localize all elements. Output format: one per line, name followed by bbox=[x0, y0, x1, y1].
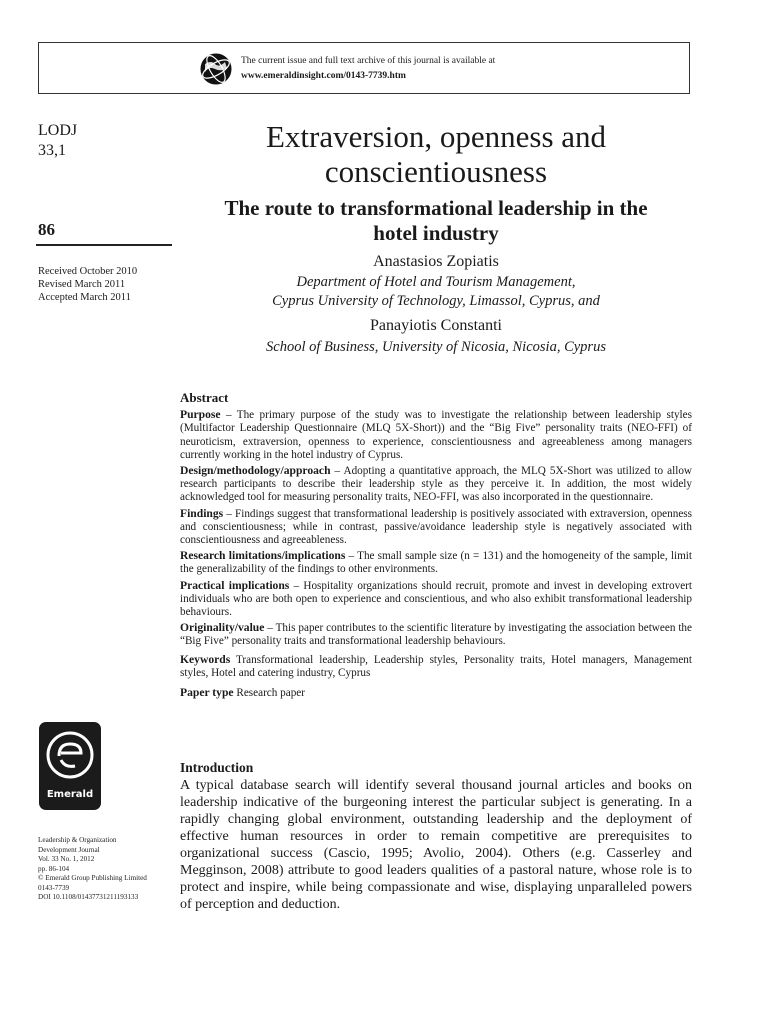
emerald-wordmark: Emerald bbox=[46, 789, 94, 800]
accepted-date: Accepted March 2011 bbox=[38, 292, 131, 303]
abstract-item-label: Purpose bbox=[180, 408, 221, 422]
journal-info-line: Leadership & Organization bbox=[38, 836, 117, 844]
article-title-line: conscientiousness bbox=[324, 154, 548, 189]
article-title-line: Extraversion, openness and bbox=[265, 119, 607, 154]
globe-icon bbox=[199, 52, 233, 86]
affiliation-line: Cyprus University of Technology, Limassol, Cyprus, and bbox=[272, 293, 600, 309]
journal-info-line: Vol. 33 No. 1, 2012 bbox=[38, 855, 95, 863]
journal-info-line: DOI 10.1108/01437731211193133 bbox=[38, 893, 139, 901]
journal-info-line: © Emerald Group Publishing Limited bbox=[38, 874, 147, 882]
affiliation-line: School of Business, University of Nicosia, Nicosia, Cyprus bbox=[266, 339, 606, 355]
author-affiliation bbox=[180, 338, 692, 357]
article-subtitle-line: The route to transformational leadership in the bbox=[224, 196, 648, 220]
article-subtitle-line: hotel industry bbox=[373, 221, 499, 245]
submission-dates bbox=[38, 265, 137, 304]
journal-banner bbox=[38, 42, 690, 94]
abstract-item-label: Design/methodology/approach bbox=[180, 464, 331, 478]
abstract-item-text: – Findings suggest that transformational leadership is positively associated with extraversion, openness and conscientiousness; while in contrast, passive/avoidance leadership style is negatively associated with conscientiousness and agreeableness. bbox=[180, 507, 692, 547]
paper-type-label: Paper type bbox=[180, 686, 234, 700]
banner-notice: The current issue and full text archive of this journal is available at bbox=[241, 56, 496, 66]
page-number: 86 bbox=[38, 220, 55, 239]
journal-code-block bbox=[38, 121, 77, 161]
keywords-text: Transformational leadership, Leadership styles, Personality traits, Hotel managers, Management styles, Hotel and catering industry, Cyprus bbox=[180, 653, 692, 679]
abstract-item-label: Research limitations/implications bbox=[180, 549, 346, 563]
journal-url-link[interactable]: www.emeraldinsight.com/0143-7739.htm bbox=[241, 71, 406, 81]
paper-type bbox=[180, 686, 692, 700]
abstract-item-label: Practical implications bbox=[180, 578, 290, 592]
abstract-heading: Abstract bbox=[180, 390, 229, 405]
article-title bbox=[180, 119, 692, 189]
paper-type-text: Research paper bbox=[233, 687, 305, 700]
abstract-originality bbox=[180, 621, 692, 648]
abstract-item-text: – This paper contributes to the scientific literature by investigating the association between the “Big Five” personality traits and transformational leadership behaviours. bbox=[180, 622, 692, 648]
volume-issue: 33,1 bbox=[38, 142, 66, 159]
abstract-item-label: Originality/value bbox=[180, 621, 265, 635]
journal-info-line: pp. 86-104 bbox=[38, 864, 70, 873]
author-name: Panayiotis Constanti bbox=[370, 317, 502, 334]
emerald-logo bbox=[39, 722, 101, 810]
revised-date: Revised March 2011 bbox=[38, 279, 126, 290]
abstract-item-label: Findings bbox=[180, 506, 224, 520]
received-date: Received October 2010 bbox=[38, 266, 138, 277]
abstract bbox=[180, 391, 692, 700]
affiliation-line: Department of Hotel and Tourism Management, bbox=[296, 274, 576, 290]
author-affiliation bbox=[180, 273, 692, 311]
page-number-rule bbox=[36, 244, 172, 246]
keywords-label: Keywords bbox=[180, 652, 231, 666]
abstract-design bbox=[180, 464, 692, 505]
abstract-purpose bbox=[180, 408, 692, 462]
author-name: Anastasios Zopiatis bbox=[373, 253, 499, 270]
abstract-findings bbox=[180, 507, 692, 548]
abstract-item-text: – Adopting a quantitative approach, the MLQ 5X-Short was utilized to allow research participants to describe their leadership style as they perceive it. In addition, the most widely acknowledged tool for measuring personality traits, NEO-FFI, was also incorporated in the questionnaire. bbox=[180, 465, 692, 504]
keywords bbox=[180, 653, 692, 680]
introduction-section bbox=[180, 760, 692, 913]
journal-info-line: 0143-7739 bbox=[38, 883, 70, 892]
abstract-limitations bbox=[180, 549, 692, 576]
abstract-practical bbox=[180, 579, 692, 620]
journal-code: LODJ bbox=[38, 122, 78, 139]
abstract-item-text: – The small sample size (n = 131) and the homogeneity of the sample, limit the generalizability of the findings to other environments. bbox=[180, 550, 692, 576]
emerald-e-icon bbox=[39, 722, 101, 788]
abstract-item-text: – The primary purpose of the study was to investigate the relationship between leadership styles (Multifactor Leadership Questionnaire (MLQ 5X-Short)) and the “Big Five” personality traits (NEO-FFI) of neuroticism, extraversion, openness to experience, conscientiousness and agreeableness among managers currently working in the hotel industry of Cyprus. bbox=[180, 409, 692, 461]
introduction-heading: Introduction bbox=[180, 760, 254, 775]
journal-info bbox=[38, 836, 147, 903]
introduction-paragraph: A typical database search will identify several thousand journal articles and books on leadership indicative of the burgeoning interest the particular subject is generating. In a rapidly changing global environment, outstanding leadership and the deployment of effective human resources in order to remain competitive are prerequisites to organizational success (Cascio, 1995; Avolio, 2004). Others (e.g. Casserley and Megginson, 2008) attribute to good leaders qualities of a pastoral nature, whose role is to protect and inspire, while being compassionate and wise, displaying unparalleled powers of perception and deduction. bbox=[180, 778, 692, 912]
journal-info-line: Development Journal bbox=[38, 845, 100, 854]
article-subtitle bbox=[180, 196, 692, 246]
abstract-item-text: – Hospitality organizations should recruit, promote and invest in developing extrovert individuals who are both open to experience and conscientious, and who also exhibit transformational leadership behaviours. bbox=[180, 579, 692, 619]
